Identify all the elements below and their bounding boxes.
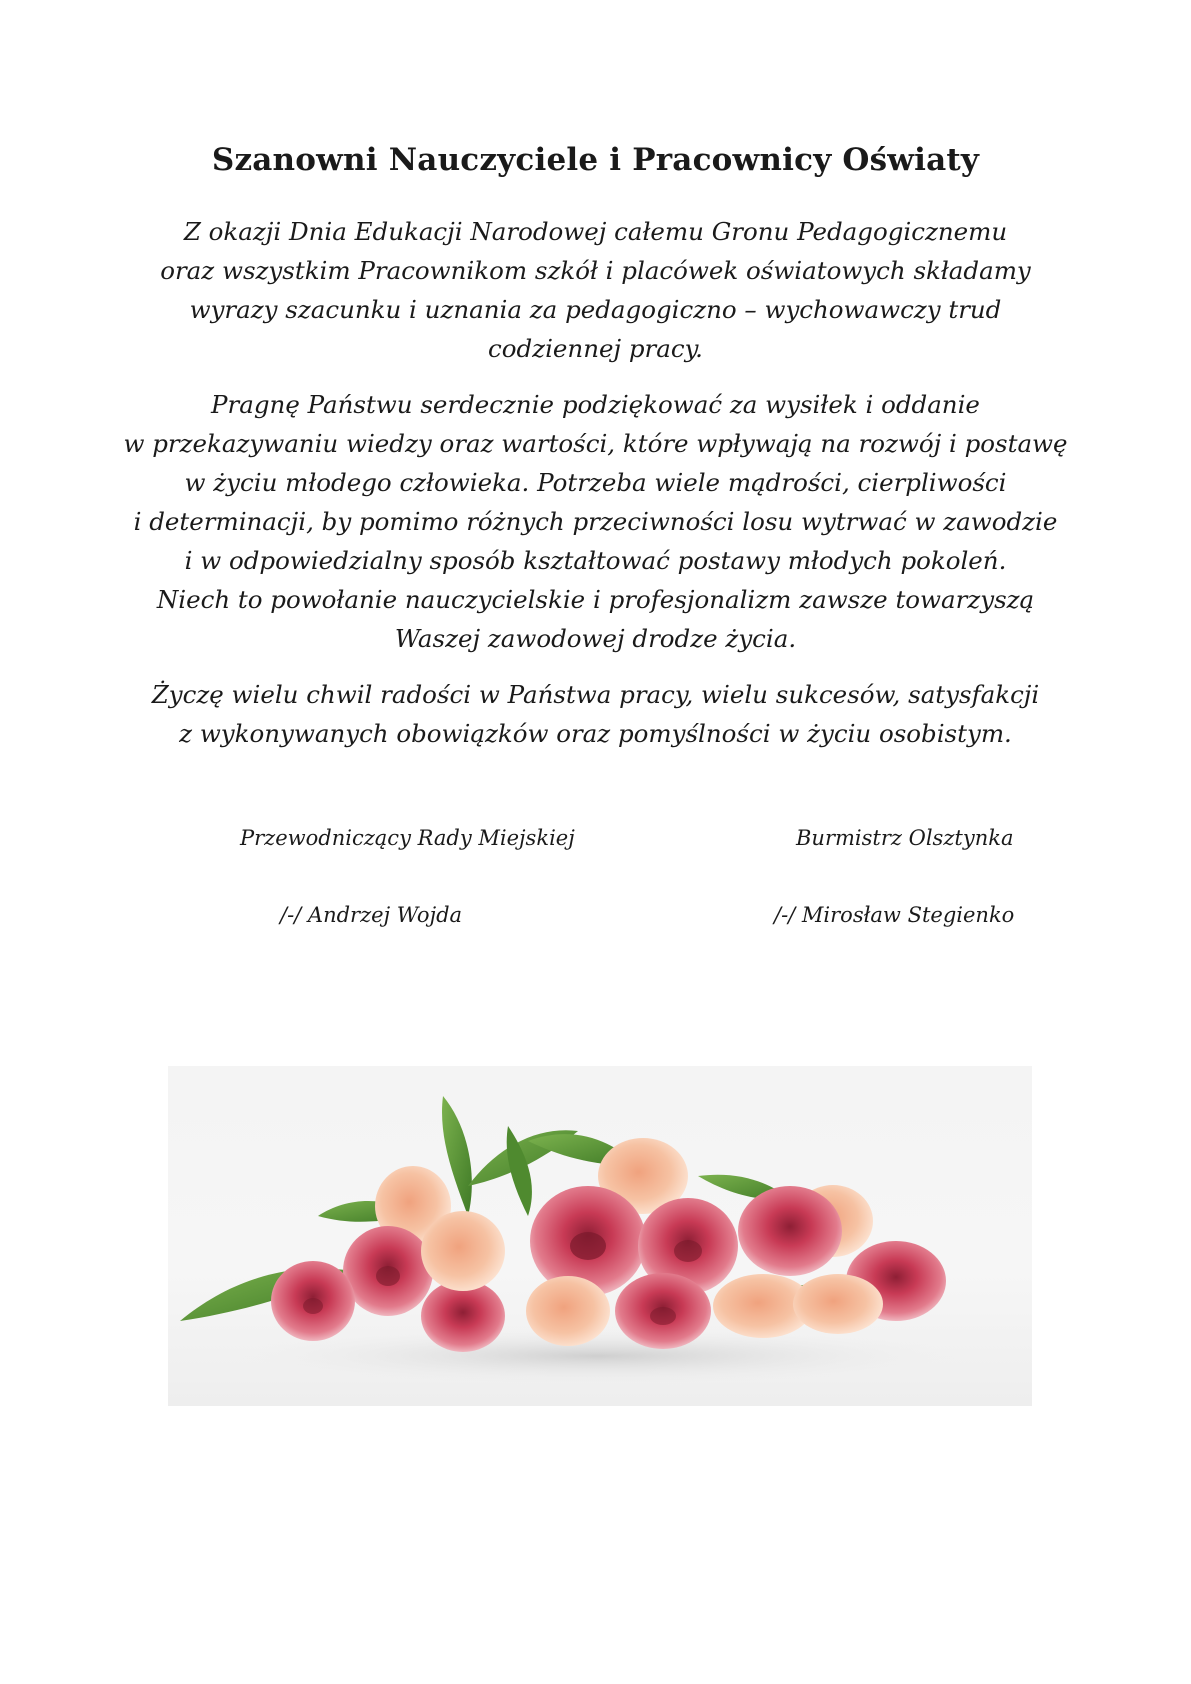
right-signature-role: Burmistrz Olsztynka [796,826,1014,850]
paragraph2-line: w życiu młodego człowieka. Potrzeba wiele mądrości, cierpliwości [184,468,1007,497]
tulips-photo [168,1066,1032,1406]
paragraph2-line: Waszej zawodowej drodze życia. [394,624,797,653]
paragraph3-line: Życzę wielu chwil radości w Państwa pracy, wielu sukcesów, satysfakcji [151,680,1040,709]
paragraph1-line: oraz wszystkim Pracownikom szkół i placówek oświatowych składamy [160,256,1031,285]
paragraph2-line: i w odpowiedzialny sposób kształtować postawy młodych pokoleń. [184,546,1007,575]
tulips-illustration [168,1066,1032,1406]
paragraph2-line: Niech to powołanie nauczycielskie i profesjonalizm zawsze towarzyszą [156,585,1035,614]
paragraph2-line: w przekazywaniu wiedzy oraz wartości, które wpływają na rozwój i postawę [123,429,1068,458]
paragraph2-line: i determinacji, by pomimo różnych przeciwności losu wytrwać w zawodzie [133,507,1058,536]
right-signature-name: /-/ Mirosław Stegienko [774,903,1015,927]
paragraph3-line: z wykonywanych obowiązków oraz pomyślności w życiu osobistym. [179,719,1012,748]
left-signature-role: Przewodniczący Rady Miejskiej [240,826,575,850]
paragraph1-line: Z okazji Dnia Edukacji Narodowej całemu Gronu Pedagogicznemu [183,217,1008,246]
left-signature-name: /-/ Andrzej Wojda [280,903,463,927]
paragraph2-line: Pragnę Państwu serdecznie podziękować za wysiłek i oddanie [211,390,980,419]
page-title: Szanowni Nauczyciele i Pracownicy Oświaty [211,142,980,178]
paragraph1-line: wyrazy szacunku i uznania za pedagogiczno – wychowawczy trud [189,295,1002,324]
paragraph1-line: codziennej pracy. [488,334,703,363]
